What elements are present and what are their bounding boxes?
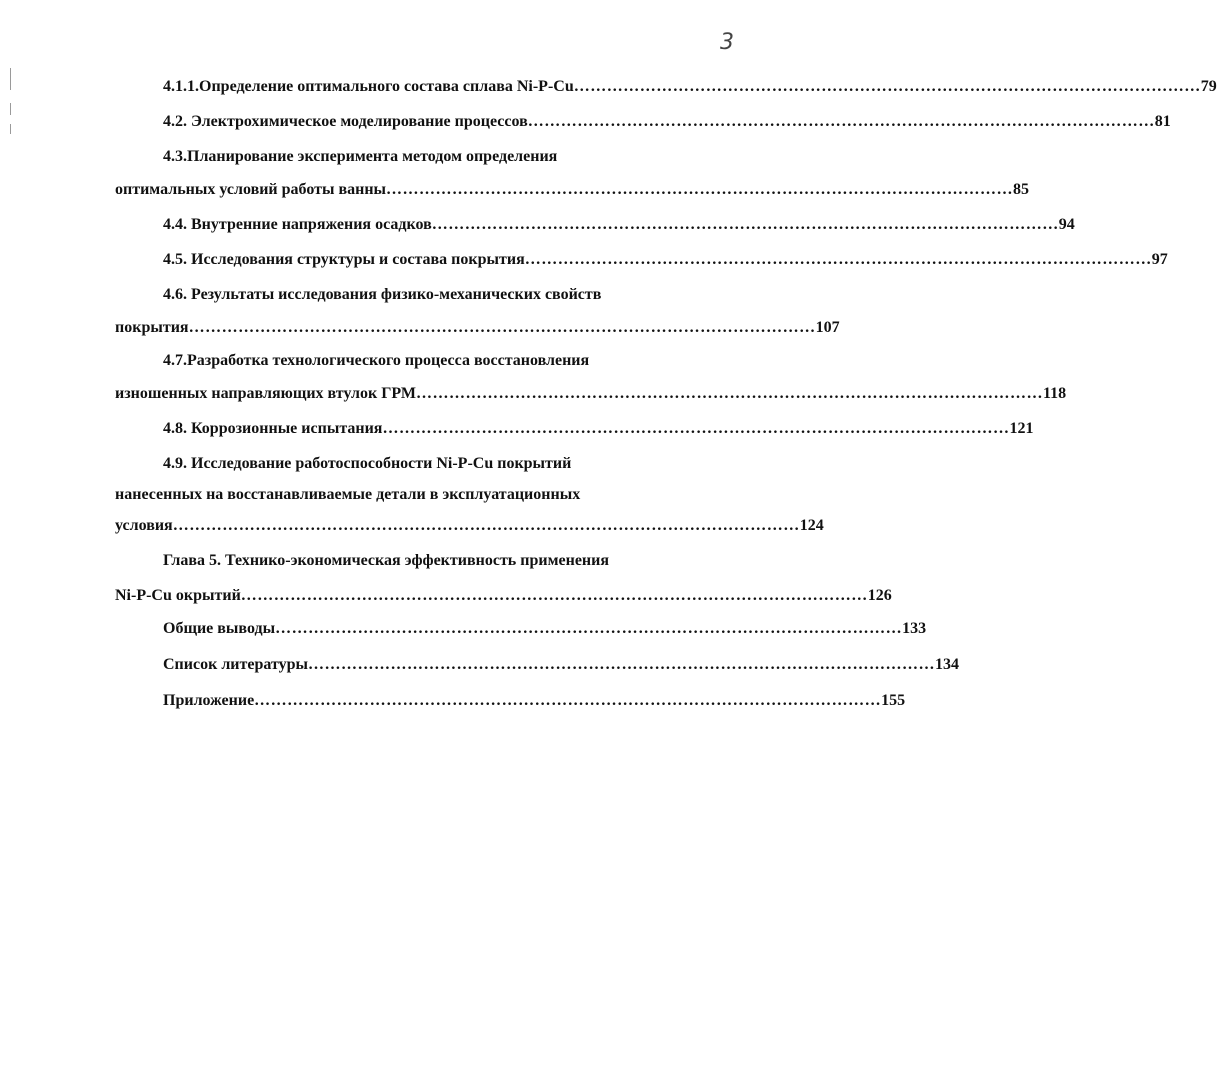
- toc-entry-title: 4.5. Исследования структуры и состава покрытия: [163, 251, 525, 268]
- toc-entry-page: 79: [1200, 78, 1217, 95]
- toc-entry-page: 94: [1058, 216, 1075, 233]
- toc-entry-title: Общие выводы: [163, 620, 276, 637]
- toc-entry: [115, 180, 1030, 200]
- toc-entry-page: 107: [815, 319, 840, 336]
- toc-entry: [163, 691, 906, 711]
- toc-entry: [163, 351, 738, 371]
- toc-entry-title: покрытия: [115, 319, 189, 336]
- toc-entry-title: Приложение: [163, 692, 255, 709]
- toc-entry-title: нанесенных на восстанавливаемые детали в эксплуатационных: [115, 486, 581, 503]
- toc-entry-title: изношенных направляющих втулок ГРМ: [115, 385, 416, 402]
- toc-entry: [163, 285, 738, 305]
- toc-entry: [163, 419, 1034, 439]
- toc-entry-title: Ni-P-Cu окрытий: [115, 587, 241, 604]
- toc-leader-dots: ……………………………………………………………………………………………………: [188, 319, 816, 336]
- toc-entry: [115, 384, 1067, 404]
- toc-entry-title: оптимальных условий работы ванны: [115, 181, 387, 198]
- toc-entry-page: 155: [881, 692, 906, 709]
- toc-entry: [163, 112, 1171, 132]
- toc-leader-dots: ……………………………………………………………………………………………………: [386, 181, 1014, 198]
- toc-entry: [163, 655, 959, 675]
- toc-leader-dots: ……………………………………………………………………………………………………: [172, 517, 800, 534]
- scan-artifact: [10, 68, 11, 90]
- toc-entry-title: условия: [115, 517, 173, 534]
- toc-entry: [115, 318, 840, 338]
- toc-entry: [163, 454, 738, 474]
- toc-leader-dots: ……………………………………………………………………………………………………: [382, 420, 1010, 437]
- toc-entry: [163, 215, 1075, 235]
- toc-leader-dots: ……………………………………………………………………………………………………: [308, 656, 935, 673]
- toc-entry-title: 4.2. Электрохимическое моделирование процессов: [163, 113, 528, 130]
- toc-entry-title: 4.7.Разработка технологического процесса восстановления: [163, 352, 590, 369]
- scan-artifact: [10, 103, 11, 115]
- page-number: 3: [720, 30, 734, 55]
- toc-entry-title: 4.9. Исследование работоспособности Ni-P-Cu покрытий: [163, 455, 572, 472]
- toc-leader-dots: ……………………………………………………………………………………………………: [527, 113, 1155, 130]
- toc-leader-dots: ……………………………………………………………………………………………………: [240, 587, 868, 604]
- toc-entry-page: 85: [1013, 181, 1030, 198]
- toc-entry: [163, 250, 1168, 270]
- toc-entry-title: 4.8. Коррозионные испытания: [163, 420, 383, 437]
- toc-leader-dots: ……………………………………………………………………………………………………: [431, 216, 1059, 233]
- toc-entry-title: Глава 5. Технико-экономическая эффективность применения: [163, 552, 610, 569]
- toc-entry: [115, 586, 892, 606]
- toc-entry: [163, 551, 738, 571]
- toc-entry-title: Список литературы: [163, 656, 308, 673]
- toc-entry: [163, 147, 738, 167]
- toc-entry-page: 97: [1151, 251, 1168, 268]
- toc-entry: [115, 516, 824, 536]
- toc-entry: [163, 77, 1217, 97]
- toc-entry-page: 118: [1042, 385, 1067, 402]
- toc-entry-page: 134: [935, 656, 959, 673]
- toc-entry-page: 121: [1009, 420, 1034, 437]
- toc-leader-dots: ……………………………………………………………………………………………………: [415, 385, 1043, 402]
- toc-entry: [115, 485, 738, 505]
- toc-entry-page: 81: [1154, 113, 1171, 130]
- toc-leader-dots: ……………………………………………………………………………………………………: [573, 78, 1201, 95]
- toc-entry-title: 4.6. Результаты исследования физико-механических свойств: [163, 286, 602, 303]
- toc-entry-page: 126: [867, 587, 892, 604]
- toc-entry-page: 124: [799, 517, 824, 534]
- toc-entry-title: 4.3.Планирование эксперимента методом определения: [163, 148, 558, 165]
- toc-leader-dots: ……………………………………………………………………………………………………: [275, 620, 903, 637]
- toc-leader-dots: ……………………………………………………………………………………………………: [524, 251, 1152, 268]
- toc-leader-dots: ……………………………………………………………………………………………………: [254, 692, 882, 709]
- toc-entry-title: 4.4. Внутренние напряжения осадков: [163, 216, 432, 233]
- toc-entry: [163, 619, 927, 639]
- toc-entry-title: 4.1.1.Определение оптимального состава сплава Ni-P-Cu: [163, 78, 574, 95]
- toc-entry-page: 133: [902, 620, 927, 637]
- scan-artifact: [10, 124, 11, 134]
